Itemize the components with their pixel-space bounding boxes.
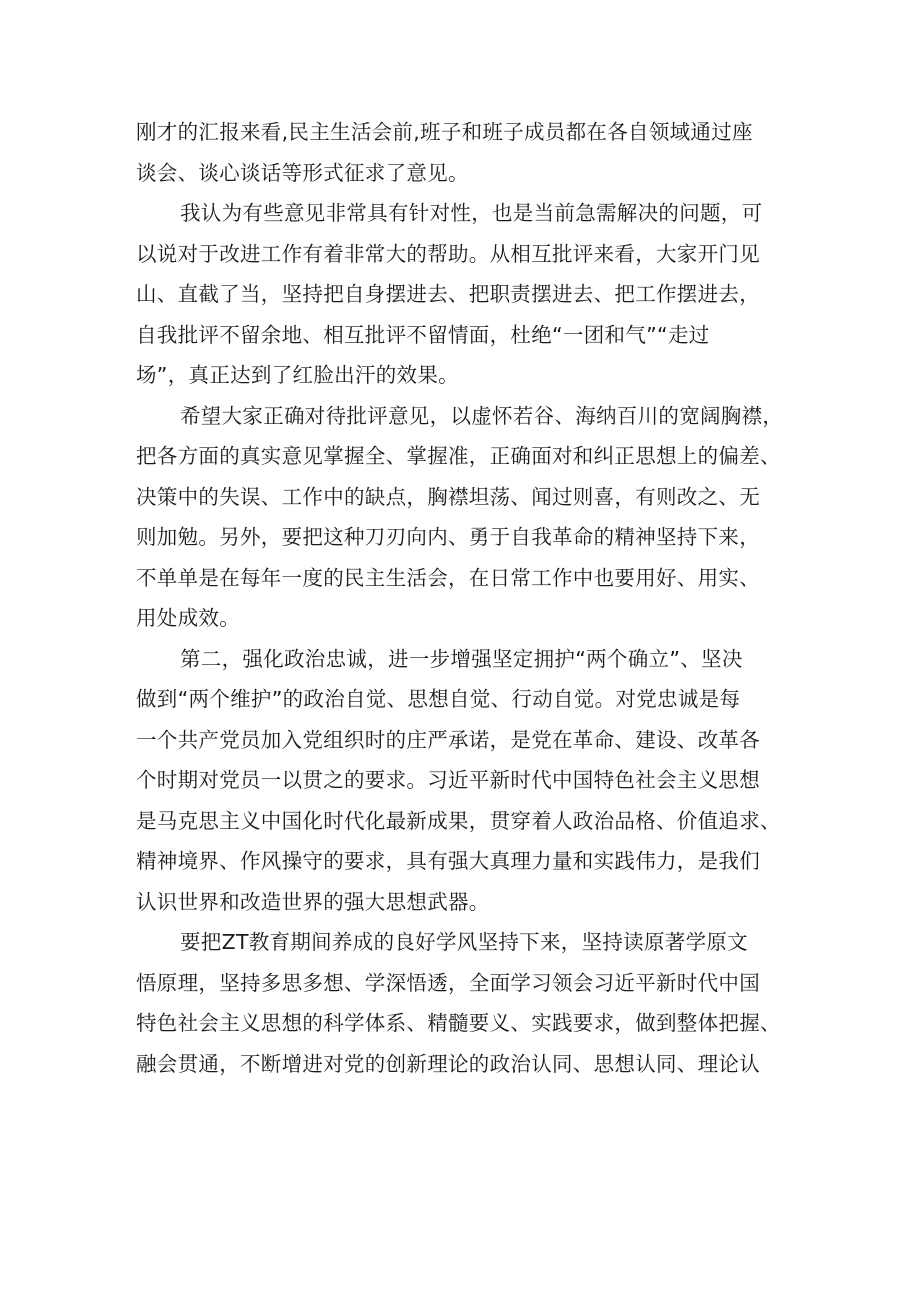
text-line: 一个共产党员加入党组织时的庄严承诺，是党在革命、建设、改革各	[136, 727, 760, 752]
text-line: 融会贯通，不断增进对党的创新理论的政治认同、思想认同、理论认	[136, 1051, 760, 1076]
text-line: 场”，真正达到了红脸出汗的效果。	[136, 363, 459, 387]
text-line: 希望大家正确对待批评意见，以虚怀若谷、海纳百川的宽阔胸襟，	[180, 403, 784, 428]
text-line: 刚才的汇报来看,民主生活会前,班子和班子成员都在各自领域通过座	[136, 120, 753, 144]
text-line: 第二，强化政治忠诚，进一步增强坚定拥护“两个确立”、坚决	[180, 646, 743, 671]
text-line: 谈会、谈心谈话等形式征求了意见。	[136, 160, 469, 185]
text-line: 个时期对党员一以贯之的要求。习近平新时代中国特色社会主义思想	[136, 768, 760, 792]
text-line: 不单单是在每年一度的民主生活会，在日常工作中也要用好、用实、	[136, 565, 760, 590]
text-line: 把各方面的真实意见掌握全、掌握准，正确面对和纠正思想上的偏差、	[136, 444, 781, 468]
text-line: 自我批评不留余地、相互批评不留情面，杜绝“一团和气”“走过	[136, 322, 710, 347]
text-line: 精神境界、作风操守的要求，具有强大真理力量和实践伟力，是我们	[136, 849, 760, 873]
text-line: 悟原理，坚持多思多想、学深悟透，全面学习领会习近平新时代中国	[136, 970, 760, 995]
text-line: 则加勉。另外，要把这种刀刃向内、勇于自我革命的精神坚持下来，	[136, 525, 760, 549]
text-line: 以说对于改进工作有着非常大的帮助。从相互批评来看，大家开门见	[136, 241, 760, 266]
text-line: 特色社会主义思想的科学体系、精髓要义、实践要求，做到整体把握、	[136, 1011, 781, 1035]
text-line: 要把ZT教育期间养成的良好学风坚持下来，坚持读原著学原文	[180, 930, 748, 954]
text-line: 用处成效。	[136, 606, 240, 630]
document-body	[136, 112, 796, 1084]
text-line: 是马克思主义中国化时代化最新成果，贯穿着人政治品格、价值追求、	[136, 808, 781, 833]
text-line: 决策中的失误、工作中的缺点，胸襟坦荡、闻过则喜，有则改之、无	[136, 484, 760, 509]
text-line: 我认为有些意见非常具有针对性，也是当前急需解决的问题，可	[180, 201, 763, 225]
text-line: 山、直截了当，坚持把自身摆进去、把职责摆进去、把工作摆进去，	[136, 282, 760, 306]
text-line: 做到“两个维护”的政治自觉、思想自觉、行动自觉。对党忠诚是每	[136, 687, 741, 711]
text-line: 认识世界和改造世界的强大思想武器。	[136, 889, 490, 914]
